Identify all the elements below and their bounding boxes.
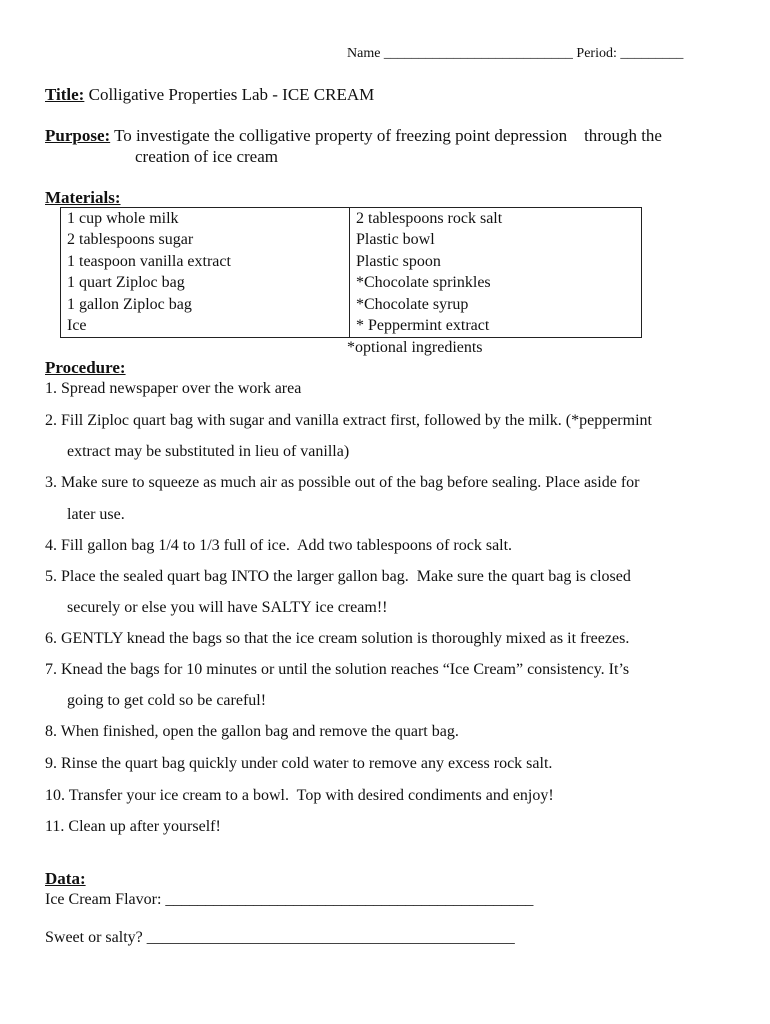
step-number: 7. [45,661,57,678]
optional-note: *optional ingredients [347,339,483,356]
procedure-step [45,629,629,649]
step-number: 1. [45,380,57,397]
procedure-step [45,754,552,774]
step-text: Spread newspaper over the work area [61,380,302,397]
table-row [61,208,642,230]
table-row [61,251,642,273]
step-text: Rinse the quart bag quickly under cold water to remove any excess rock salt. [61,755,553,772]
step-number: 3. [45,474,57,491]
material-right: *Chocolate syrup [350,294,642,316]
procedure-step [45,567,631,587]
material-left: Ice [61,316,350,338]
step-continuation: extract may be substituted in lieu of vanilla) [67,443,350,460]
step-number: 6. [45,630,57,647]
material-right: 2 tablespoons rock salt [350,208,642,230]
material-left: 1 quart Ziploc bag [61,273,350,295]
purpose-text: To investigate the colligative property of freezing point depression through the [110,126,662,145]
step-number: 4. [45,537,57,554]
title-text: Colligative Properties Lab - ICE CREAM [84,85,375,104]
table-row [61,316,642,338]
procedure-step [45,473,639,493]
material-left: 1 cup whole milk [61,208,350,230]
step-text: Make sure to squeeze as much air as possible out of the bag before sealing. Place aside for [61,474,640,491]
materials-table [60,207,642,338]
purpose-label: Purpose: [45,126,111,145]
step-text: Fill Ziploc quart bag with sugar and vanilla extract first, followed by the milk. (*peppermint [61,412,652,429]
flavor-line: Ice Cream Flavor: ______________________________________________ [45,891,534,908]
step-continuation: later use. [67,506,125,523]
materials-heading: Materials: [45,188,121,207]
table-row [61,273,642,295]
procedure-step [45,786,554,806]
step-text: Knead the bags for 10 minutes or until the solution reaches “Ice Cream” consistency. It’s [61,661,630,678]
step-text: Clean up after yourself! [68,818,221,835]
material-left: 1 teaspoon vanilla extract [61,251,350,273]
procedure-step [45,722,459,742]
step-number: 9. [45,755,57,772]
procedure-step [45,817,221,837]
step-text: When finished, open the gallon bag and remove the quart bag. [60,723,459,740]
title-label: Title: [45,85,85,104]
procedure-step [45,379,301,399]
step-continuation: going to get cold so be careful! [67,692,267,709]
data-heading: Data: [45,869,86,888]
table-row [61,294,642,316]
step-continuation: securely or else you will have SALTY ice cream!! [67,599,388,616]
step-number: 8. [45,723,57,740]
material-right: Plastic bowl [350,230,642,252]
procedure-step [45,660,629,680]
sweet-salty-line: Sweet or salty? ______________________________________________ [45,929,515,946]
material-left: 1 gallon Ziploc bag [61,294,350,316]
material-right: * Peppermint extract [350,316,642,338]
material-right: Plastic spoon [350,251,642,273]
step-text: Fill gallon bag 1/4 to 1/3 full of ice. Add two tablespoons of rock salt. [61,537,513,554]
step-number: 2. [45,412,57,429]
step-number: 10. [45,787,65,804]
purpose-line-1 [45,125,662,147]
step-number: 11. [45,818,65,835]
step-text: Transfer your ice cream to a bowl. Top with desired condiments and enjoy! [68,787,554,804]
purpose-line-2: creation of ice cream [135,147,278,166]
material-right: *Chocolate sprinkles [350,273,642,295]
procedure-step [45,536,512,556]
procedure-heading: Procedure: [45,358,126,377]
page-title [45,84,374,106]
table-row [61,230,642,252]
step-text: GENTLY knead the bags so that the ice cream solution is thoroughly mixed as it freezes. [61,630,630,647]
step-number: 5. [45,568,57,585]
material-left: 2 tablespoons sugar [61,230,350,252]
step-text: Place the sealed quart bag INTO the larger gallon bag. Make sure the quart bag is closed [61,568,631,585]
name-period-line: Name ___________________________ Period: _________ [347,46,684,61]
procedure-step [45,411,652,431]
